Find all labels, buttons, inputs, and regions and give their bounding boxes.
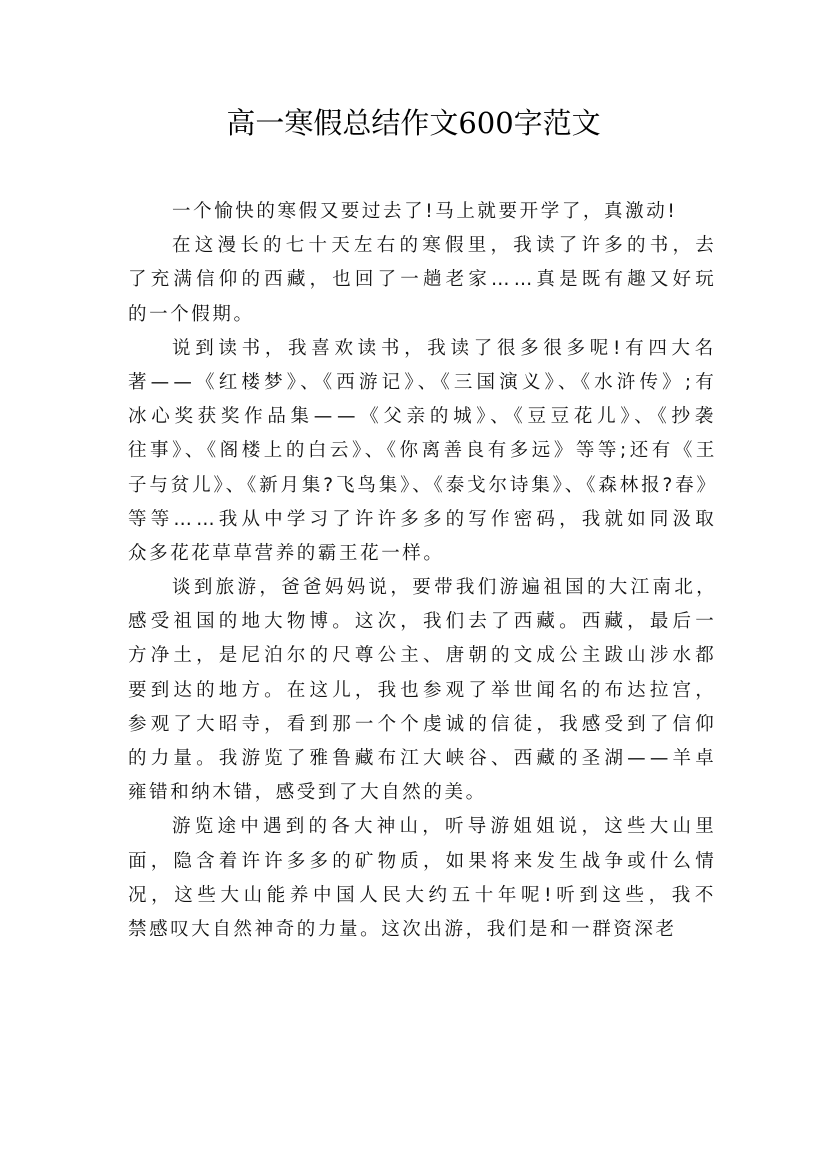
text-line: 方净土，是尼泊尔的尺尊公主、唐朝的文成公主跋山涉水都 xyxy=(128,645,718,667)
text-line: 冰心奖获奖作品集——《父亲的城》、《豆豆花儿》、《抄袭 xyxy=(128,406,718,428)
text-line: 的力量。我游览了雅鲁藏布江大峡谷、西藏的圣湖——羊卓 xyxy=(128,748,718,769)
text-line: 子与贫儿》、《新月集?飞鸟集》、《泰戈尔诗集》、《森林报?春》 xyxy=(128,474,718,496)
text-line: 了充满信仰的西藏，也回了一趟老家……真是既有趣又好玩 xyxy=(128,269,718,291)
text-line: 要到达的地方。在这儿，我也参观了举世闻名的布达拉宫， xyxy=(128,679,718,701)
text-line: 禁感叹大自然神奇的力量。这次出游，我们是和一群资深老 xyxy=(128,918,677,940)
text-line: 一个愉快的寒假又要过去了!马上就要开学了，真激动! xyxy=(172,201,678,222)
text-line: 说到读书，我喜欢读书，我读了很多很多呢!有四大名 xyxy=(172,337,718,359)
text-line: 谈到旅游，爸爸妈妈说，要带我们游遍祖国的大江南北， xyxy=(172,577,719,599)
text-line: 参观了大昭寺，看到那一个个虔诚的信徒，我感受到了信仰 xyxy=(128,713,718,735)
text-line: 往事》、《阁楼上的白云》、《你离善良有多远》等等;还有《王 xyxy=(128,440,718,462)
text-line: 众多花花草草营养的霸王花一样。 xyxy=(128,542,445,564)
text-line: 雍错和纳木错，感受到了大自然的美。 xyxy=(128,782,487,804)
text-line: 况，这些大山能养中国人民大约五十年呢!听到这些，我不 xyxy=(128,884,719,906)
text-line: 著——《红楼梦》、《西游记》、《三国演义》、《水浒传》;有 xyxy=(128,371,718,393)
text-line: 感受祖国的地大物博。这次，我们去了西藏。西藏，最后一 xyxy=(128,611,718,633)
document-title: 高一寒假总结作文600字范文 xyxy=(226,106,601,140)
text-line: 在这漫长的七十天左右的寒假里，我读了许多的书，去 xyxy=(172,235,719,257)
text-line: 的一个假期。 xyxy=(128,303,255,325)
text-line: 等等……我从中学习了许许多多的写作密码，我就如同汲取 xyxy=(128,508,718,530)
text-line: 游览途中遇到的各大神山，听导游姐姐说，这些大山里 xyxy=(172,816,719,838)
document-body xyxy=(128,195,718,947)
text-line: 面，隐含着许许多多的矿物质，如果将来发生战争或什么情 xyxy=(128,850,718,872)
